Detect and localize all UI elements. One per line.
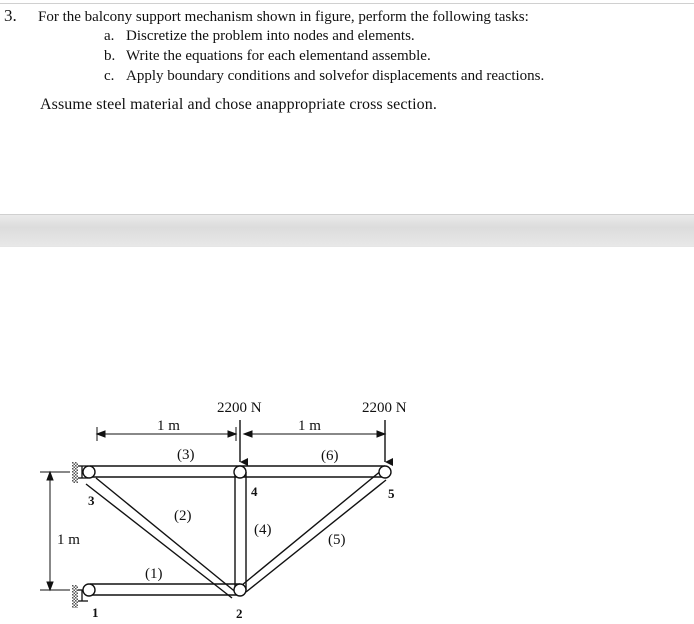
task-a-text: Discretize the problem into nodes and elements. [126, 28, 415, 44]
dimension-line-height [40, 472, 70, 590]
element-label-4: (4) [254, 522, 272, 538]
member-1-bottom [90, 584, 240, 595]
joint-node-2 [234, 584, 246, 596]
element-label-1: (1) [145, 566, 163, 582]
dimension-label-height: 1 m [57, 532, 80, 548]
joint-node-5 [379, 466, 391, 478]
dimension-label-left-span: 1 m [157, 418, 180, 434]
task-b-text: Write the equations for each elementand assemble. [126, 48, 431, 64]
joint-node-3 [83, 466, 95, 478]
joint-node-1 [83, 584, 95, 596]
load-label-node-5: 2200 N [362, 400, 407, 416]
member-6-top-right [240, 466, 385, 477]
element-label-6: (6) [321, 448, 339, 464]
load-label-node-4: 2200 N [217, 400, 262, 416]
member-3-top-left [90, 466, 240, 477]
node-label-4: 4 [251, 484, 258, 499]
node-label-3: 3 [88, 493, 95, 508]
node-label-5: 5 [388, 486, 395, 501]
task-c-label: c. [104, 68, 115, 84]
node-label-2: 2 [236, 606, 243, 621]
element-label-2: (2) [174, 508, 192, 524]
element-label-5: (5) [328, 532, 346, 548]
wall-support-bottom [72, 585, 78, 608]
task-c-text: Apply boundary conditions and solvefor displacements and reactions. [126, 68, 545, 84]
joint-node-4 [234, 466, 246, 478]
task-b-label: b. [104, 48, 116, 64]
node-label-1: 1 [92, 605, 99, 620]
wall-support-top [72, 462, 78, 483]
task-a-label: a. [104, 28, 115, 44]
question-number: 3. [4, 6, 17, 25]
question-prompt: For the balcony support mechanism shown in figure, perform the following tasks: [38, 9, 529, 25]
assumption-text: Assume steel material and chose anappropriate cross section. [40, 96, 437, 113]
member-4-vertical [235, 472, 246, 590]
element-label-3: (3) [177, 447, 195, 463]
dimension-label-right-span: 1 m [298, 418, 321, 434]
